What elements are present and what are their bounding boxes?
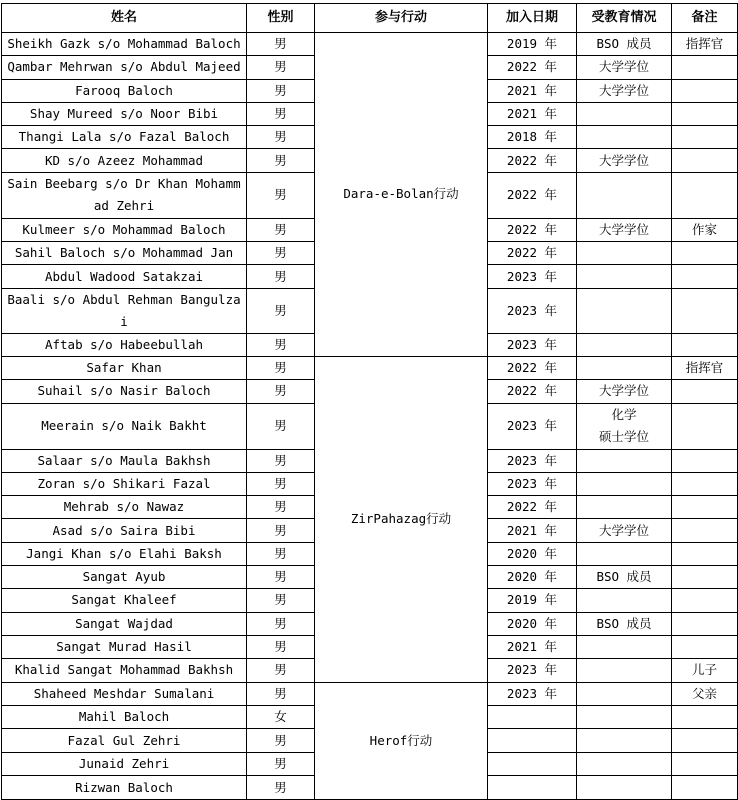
member-gender: 男	[247, 288, 315, 333]
member-education	[577, 56, 672, 79]
members-table	[1, 3, 738, 800]
member-education	[577, 265, 672, 288]
member-name: Asad s/o Saira Bibi	[2, 519, 247, 542]
member-name: Sangat Khaleef	[2, 589, 247, 612]
member-gender: 男	[247, 56, 315, 79]
member-notes	[672, 566, 738, 589]
member-joined: 2023 年	[488, 265, 577, 288]
member-gender: 男	[247, 356, 315, 379]
education-text: 化学	[611, 407, 637, 423]
education-text: BSO 成员	[596, 36, 652, 52]
member-name: Abdul Wadood Satakzai	[2, 265, 247, 288]
member-gender: 男	[247, 403, 315, 449]
member-notes	[672, 380, 738, 403]
member-joined: 2022 年	[488, 242, 577, 265]
member-joined: 2020 年	[488, 542, 577, 565]
member-gender: 男	[247, 776, 315, 800]
member-joined: 2021 年	[488, 519, 577, 542]
member-name: Suhail s/o Nasir Baloch	[2, 380, 247, 403]
member-notes: 指挥官	[672, 33, 738, 56]
member-gender: 男	[247, 265, 315, 288]
member-notes	[672, 288, 738, 333]
member-name: Baali s/o Abdul Rehman Bangulzai	[2, 288, 247, 333]
member-joined: 2023 年	[488, 682, 577, 705]
member-name: Sahil Baloch s/o Mohammad Jan	[2, 242, 247, 265]
member-gender: 男	[247, 659, 315, 682]
member-education	[577, 126, 672, 149]
member-name: Khalid Sangat Mohammad Bakhsh	[2, 659, 247, 682]
member-joined: 2022 年	[488, 218, 577, 241]
member-name: Sangat Murad Hasil	[2, 635, 247, 658]
member-notes: 父亲	[672, 682, 738, 705]
header-gender: 性别	[247, 4, 315, 33]
education-text: BSO 成员	[596, 615, 652, 631]
member-name: Salaar s/o Maula Bakhsh	[2, 449, 247, 472]
member-education	[577, 403, 672, 449]
member-notes	[672, 172, 738, 218]
member-joined: 2023 年	[488, 288, 577, 333]
member-name: Qambar Mehrwan s/o Abdul Majeed	[2, 56, 247, 79]
member-joined: 2022 年	[488, 149, 577, 172]
member-education	[577, 519, 672, 542]
member-education	[577, 752, 672, 776]
member-joined: 2021 年	[488, 79, 577, 102]
member-name: Meerain s/o Naik Bakht	[2, 403, 247, 449]
member-name: Shaheed Meshdar Sumalani	[2, 682, 247, 705]
member-gender: 男	[247, 172, 315, 218]
member-joined: 2020 年	[488, 612, 577, 635]
member-gender: 男	[247, 682, 315, 705]
member-gender: 男	[247, 566, 315, 589]
member-notes	[672, 149, 738, 172]
member-gender: 男	[247, 242, 315, 265]
member-gender: 男	[247, 542, 315, 565]
education-text-line2: 硕士学位	[598, 429, 649, 445]
member-notes: 作家	[672, 218, 738, 241]
member-name: Kulmeer s/o Mohammad Baloch	[2, 218, 247, 241]
member-notes	[672, 635, 738, 658]
member-joined: 2023 年	[488, 659, 577, 682]
header-name: 姓名	[2, 4, 247, 33]
member-notes	[672, 496, 738, 519]
member-education	[577, 333, 672, 356]
member-joined: 2022 年	[488, 172, 577, 218]
member-name: Sheikh Gazk s/o Mohammad Baloch	[2, 33, 247, 56]
member-notes	[672, 102, 738, 125]
member-notes	[672, 242, 738, 265]
member-gender: 男	[247, 589, 315, 612]
member-gender: 男	[247, 496, 315, 519]
member-name: Aftab s/o Habeebullah	[2, 333, 247, 356]
member-name: KD s/o Azeez Mohammad	[2, 149, 247, 172]
member-notes	[672, 612, 738, 635]
member-gender: 男	[247, 729, 315, 753]
header-row	[2, 4, 738, 33]
operation-name: Dara-e-Bolan行动	[315, 33, 488, 357]
member-education	[577, 612, 672, 635]
member-joined: 2020 年	[488, 566, 577, 589]
member-gender: 男	[247, 218, 315, 241]
member-education	[577, 682, 672, 705]
member-gender: 男	[247, 449, 315, 472]
member-education	[577, 33, 672, 56]
member-education	[577, 449, 672, 472]
member-name: Thangi Lala s/o Fazal Baloch	[2, 126, 247, 149]
member-gender: 男	[247, 126, 315, 149]
member-gender: 男	[247, 333, 315, 356]
member-gender: 男	[247, 635, 315, 658]
member-joined: 2021 年	[488, 102, 577, 125]
table-row	[2, 33, 738, 56]
member-education	[577, 776, 672, 800]
member-education	[577, 589, 672, 612]
member-notes: 指挥官	[672, 356, 738, 379]
member-notes	[672, 79, 738, 102]
education-text: 大学学位	[598, 82, 649, 98]
member-notes: 儿子	[672, 659, 738, 682]
operation-name: ZirPahazag行动	[315, 356, 488, 682]
member-name: Safar Khan	[2, 356, 247, 379]
member-education	[577, 149, 672, 172]
member-gender: 男	[247, 612, 315, 635]
table-body	[2, 33, 738, 800]
header-joined: 加入日期	[488, 4, 577, 33]
education-text: 大学学位	[598, 383, 649, 399]
member-education	[577, 218, 672, 241]
table-row	[2, 356, 738, 379]
member-name: Rizwan Baloch	[2, 776, 247, 800]
education-text: 大学学位	[598, 221, 649, 237]
member-joined: 2019 年	[488, 589, 577, 612]
member-gender: 男	[247, 380, 315, 403]
member-notes	[672, 776, 738, 800]
member-education	[577, 705, 672, 729]
member-joined: 2023 年	[488, 403, 577, 449]
member-education	[577, 635, 672, 658]
member-joined: 2023 年	[488, 472, 577, 495]
member-education	[577, 472, 672, 495]
table-row	[2, 682, 738, 705]
member-education	[577, 356, 672, 379]
member-education	[577, 380, 672, 403]
member-name: Sangat Ayub	[2, 566, 247, 589]
member-notes	[672, 56, 738, 79]
education-text: 大学学位	[598, 152, 649, 168]
member-gender: 女	[247, 705, 315, 729]
member-education	[577, 496, 672, 519]
member-education	[577, 288, 672, 333]
member-education	[577, 172, 672, 218]
member-name: Jangi Khan s/o Elahi Baksh	[2, 542, 247, 565]
member-joined: 2023 年	[488, 333, 577, 356]
member-notes	[672, 265, 738, 288]
operation-name: Herof行动	[315, 682, 488, 799]
member-notes	[672, 519, 738, 542]
member-joined: 2019 年	[488, 33, 577, 56]
member-name: Junaid Zehri	[2, 752, 247, 776]
member-notes	[672, 126, 738, 149]
member-joined: 2018 年	[488, 126, 577, 149]
member-gender: 男	[247, 102, 315, 125]
member-education	[577, 659, 672, 682]
member-name: Sain Beebarg s/o Dr Khan Mohammad Zehri	[2, 172, 247, 218]
member-joined	[488, 752, 577, 776]
member-name: Fazal Gul Zehri	[2, 729, 247, 753]
education-text: 大学学位	[598, 522, 649, 538]
member-joined	[488, 705, 577, 729]
member-education	[577, 102, 672, 125]
member-name: Mahil Baloch	[2, 705, 247, 729]
member-notes	[672, 729, 738, 753]
member-joined: 2022 年	[488, 56, 577, 79]
member-name: Zoran s/o Shikari Fazal	[2, 472, 247, 495]
member-gender: 男	[247, 33, 315, 56]
member-name: Farooq Baloch	[2, 79, 247, 102]
member-notes	[672, 333, 738, 356]
member-name: Sangat Wajdad	[2, 612, 247, 635]
member-joined: 2022 年	[488, 356, 577, 379]
member-notes	[672, 589, 738, 612]
header-operation: 参与行动	[315, 4, 488, 33]
education-text: 大学学位	[598, 59, 649, 75]
member-notes	[672, 449, 738, 472]
member-gender: 男	[247, 472, 315, 495]
member-joined: 2021 年	[488, 635, 577, 658]
member-education	[577, 729, 672, 753]
header-notes: 备注	[672, 4, 738, 33]
member-gender: 男	[247, 519, 315, 542]
member-notes	[672, 472, 738, 495]
member-joined: 2022 年	[488, 380, 577, 403]
member-notes	[672, 403, 738, 449]
member-notes	[672, 542, 738, 565]
member-notes	[672, 752, 738, 776]
member-joined: 2023 年	[488, 449, 577, 472]
member-joined	[488, 776, 577, 800]
member-education	[577, 566, 672, 589]
member-gender: 男	[247, 149, 315, 172]
member-joined	[488, 729, 577, 753]
member-gender: 男	[247, 752, 315, 776]
member-name: Mehrab s/o Nawaz	[2, 496, 247, 519]
member-notes	[672, 705, 738, 729]
member-gender: 男	[247, 79, 315, 102]
header-education: 受教育情况	[577, 4, 672, 33]
education-text: BSO 成员	[596, 569, 652, 585]
member-education	[577, 79, 672, 102]
member-education	[577, 542, 672, 565]
member-joined: 2022 年	[488, 496, 577, 519]
member-name: Shay Mureed s/o Noor Bibi	[2, 102, 247, 125]
member-education	[577, 242, 672, 265]
